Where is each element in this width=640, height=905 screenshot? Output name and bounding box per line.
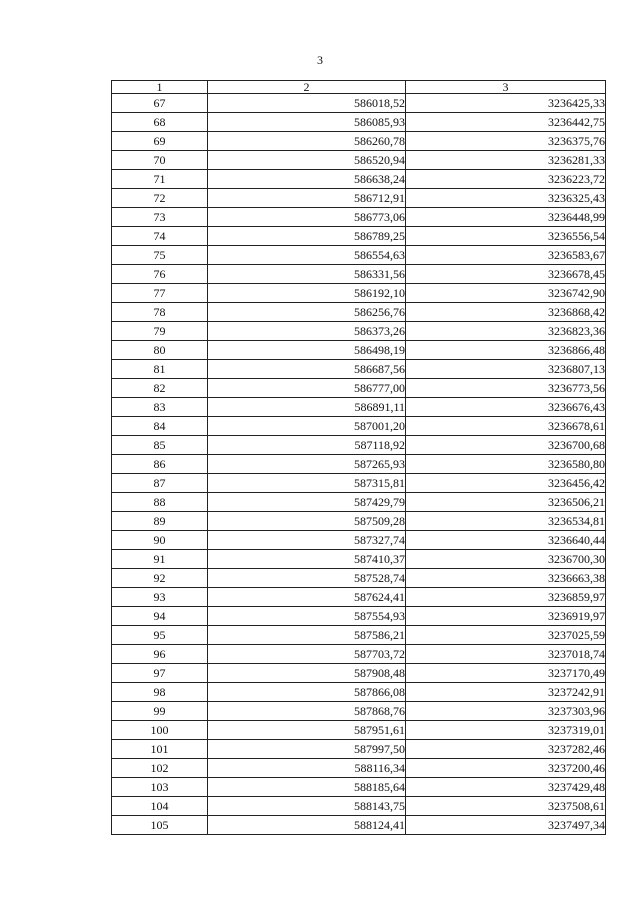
y-coordinate-cell: 3236742,90 bbox=[406, 284, 606, 303]
x-coordinate-cell: 586554,63 bbox=[208, 246, 406, 265]
y-coordinate-cell: 3236425,33 bbox=[406, 94, 606, 113]
table-row bbox=[112, 379, 606, 398]
point-number-cell: 85 bbox=[112, 436, 208, 455]
point-number-cell: 99 bbox=[112, 702, 208, 721]
point-number-cell: 79 bbox=[112, 322, 208, 341]
point-number-cell: 71 bbox=[112, 170, 208, 189]
y-coordinate-cell: 3236281,33 bbox=[406, 151, 606, 170]
table-row bbox=[112, 303, 606, 322]
column-header-x: 2 bbox=[208, 81, 406, 94]
point-number-cell: 73 bbox=[112, 208, 208, 227]
table-row bbox=[112, 398, 606, 417]
y-coordinate-cell: 3236866,48 bbox=[406, 341, 606, 360]
y-coordinate-cell: 3236640,44 bbox=[406, 531, 606, 550]
x-coordinate-cell: 586085,93 bbox=[208, 113, 406, 132]
x-coordinate-cell: 587118,92 bbox=[208, 436, 406, 455]
x-coordinate-cell: 586789,25 bbox=[208, 227, 406, 246]
x-coordinate-cell: 586712,91 bbox=[208, 189, 406, 208]
y-coordinate-cell: 3236868,42 bbox=[406, 303, 606, 322]
point-number-cell: 88 bbox=[112, 493, 208, 512]
point-number-cell: 84 bbox=[112, 417, 208, 436]
point-number-cell: 87 bbox=[112, 474, 208, 493]
point-number-cell: 80 bbox=[112, 341, 208, 360]
x-coordinate-cell: 588116,34 bbox=[208, 759, 406, 778]
y-coordinate-cell: 3237497,34 bbox=[406, 816, 606, 835]
y-coordinate-cell: 3236506,21 bbox=[406, 493, 606, 512]
table-row bbox=[112, 493, 606, 512]
table-row bbox=[112, 189, 606, 208]
table-row bbox=[112, 721, 606, 740]
y-coordinate-cell: 3236859,97 bbox=[406, 588, 606, 607]
point-number-cell: 97 bbox=[112, 664, 208, 683]
x-coordinate-cell: 586331,56 bbox=[208, 265, 406, 284]
x-coordinate-cell: 587315,81 bbox=[208, 474, 406, 493]
table-row bbox=[112, 455, 606, 474]
point-number-cell: 96 bbox=[112, 645, 208, 664]
y-coordinate-cell: 3237429,48 bbox=[406, 778, 606, 797]
y-coordinate-cell: 3236807,13 bbox=[406, 360, 606, 379]
y-coordinate-cell: 3237242,91 bbox=[406, 683, 606, 702]
table-row bbox=[112, 265, 606, 284]
point-number-cell: 105 bbox=[112, 816, 208, 835]
x-coordinate-cell: 586373,26 bbox=[208, 322, 406, 341]
y-coordinate-cell: 3237319,01 bbox=[406, 721, 606, 740]
table-row bbox=[112, 417, 606, 436]
table-row bbox=[112, 702, 606, 721]
point-number-cell: 90 bbox=[112, 531, 208, 550]
x-coordinate-cell: 588143,75 bbox=[208, 797, 406, 816]
x-coordinate-cell: 586256,76 bbox=[208, 303, 406, 322]
point-number-cell: 68 bbox=[112, 113, 208, 132]
x-coordinate-cell: 587554,93 bbox=[208, 607, 406, 626]
point-number-cell: 83 bbox=[112, 398, 208, 417]
y-coordinate-cell: 3236223,72 bbox=[406, 170, 606, 189]
table-row bbox=[112, 778, 606, 797]
x-coordinate-cell: 587528,74 bbox=[208, 569, 406, 588]
point-number-cell: 69 bbox=[112, 132, 208, 151]
table-row bbox=[112, 512, 606, 531]
x-coordinate-cell: 586891,11 bbox=[208, 398, 406, 417]
x-coordinate-cell: 586018,52 bbox=[208, 94, 406, 113]
x-coordinate-cell: 586773,06 bbox=[208, 208, 406, 227]
point-number-cell: 89 bbox=[112, 512, 208, 531]
x-coordinate-cell: 587509,28 bbox=[208, 512, 406, 531]
table-row bbox=[112, 531, 606, 550]
table-row bbox=[112, 797, 606, 816]
table-row bbox=[112, 474, 606, 493]
table-row bbox=[112, 569, 606, 588]
point-number-cell: 76 bbox=[112, 265, 208, 284]
y-coordinate-cell: 3237025,59 bbox=[406, 626, 606, 645]
y-coordinate-cell: 3236676,43 bbox=[406, 398, 606, 417]
table-header-row bbox=[112, 81, 606, 94]
y-coordinate-cell: 3237018,74 bbox=[406, 645, 606, 664]
table-row bbox=[112, 436, 606, 455]
point-number-cell: 75 bbox=[112, 246, 208, 265]
table-row bbox=[112, 227, 606, 246]
table-row bbox=[112, 284, 606, 303]
table-body bbox=[112, 94, 606, 835]
point-number-cell: 94 bbox=[112, 607, 208, 626]
point-number-cell: 82 bbox=[112, 379, 208, 398]
x-coordinate-cell: 587586,21 bbox=[208, 626, 406, 645]
y-coordinate-cell: 3236700,30 bbox=[406, 550, 606, 569]
point-number-cell: 95 bbox=[112, 626, 208, 645]
point-number-cell: 100 bbox=[112, 721, 208, 740]
coordinates-table bbox=[111, 80, 606, 835]
point-number-cell: 77 bbox=[112, 284, 208, 303]
x-coordinate-cell: 588124,41 bbox=[208, 816, 406, 835]
y-coordinate-cell: 3237170,49 bbox=[406, 664, 606, 683]
point-number-cell: 74 bbox=[112, 227, 208, 246]
y-coordinate-cell: 3237200,46 bbox=[406, 759, 606, 778]
table-row bbox=[112, 170, 606, 189]
point-number-cell: 91 bbox=[112, 550, 208, 569]
point-number-cell: 72 bbox=[112, 189, 208, 208]
x-coordinate-cell: 586192,10 bbox=[208, 284, 406, 303]
table-row bbox=[112, 759, 606, 778]
x-coordinate-cell: 586638,24 bbox=[208, 170, 406, 189]
table-row bbox=[112, 740, 606, 759]
y-coordinate-cell: 3236583,67 bbox=[406, 246, 606, 265]
table-row bbox=[112, 246, 606, 265]
y-coordinate-cell: 3236375,76 bbox=[406, 132, 606, 151]
x-coordinate-cell: 586260,78 bbox=[208, 132, 406, 151]
y-coordinate-cell: 3236580,80 bbox=[406, 455, 606, 474]
x-coordinate-cell: 587997,50 bbox=[208, 740, 406, 759]
y-coordinate-cell: 3237508,61 bbox=[406, 797, 606, 816]
x-coordinate-cell: 587624,41 bbox=[208, 588, 406, 607]
column-header-number: 1 bbox=[112, 81, 208, 94]
point-number-cell: 98 bbox=[112, 683, 208, 702]
y-coordinate-cell: 3236823,36 bbox=[406, 322, 606, 341]
table-row bbox=[112, 151, 606, 170]
y-coordinate-cell: 3236678,61 bbox=[406, 417, 606, 436]
column-header-y: 3 bbox=[406, 81, 606, 94]
point-number-cell: 81 bbox=[112, 360, 208, 379]
page-number: 3 bbox=[317, 53, 323, 67]
x-coordinate-cell: 586777,00 bbox=[208, 379, 406, 398]
table-row bbox=[112, 816, 606, 835]
table-row bbox=[112, 322, 606, 341]
table-row bbox=[112, 626, 606, 645]
point-number-cell: 92 bbox=[112, 569, 208, 588]
x-coordinate-cell: 587429,79 bbox=[208, 493, 406, 512]
y-coordinate-cell: 3236773,56 bbox=[406, 379, 606, 398]
x-coordinate-cell: 587703,72 bbox=[208, 645, 406, 664]
y-coordinate-cell: 3236556,54 bbox=[406, 227, 606, 246]
x-coordinate-cell: 587327,74 bbox=[208, 531, 406, 550]
table-row bbox=[112, 550, 606, 569]
y-coordinate-cell: 3237282,46 bbox=[406, 740, 606, 759]
y-coordinate-cell: 3236663,38 bbox=[406, 569, 606, 588]
point-number-cell: 101 bbox=[112, 740, 208, 759]
table-row bbox=[112, 607, 606, 626]
x-coordinate-cell: 588185,64 bbox=[208, 778, 406, 797]
point-number-cell: 102 bbox=[112, 759, 208, 778]
y-coordinate-cell: 3236700,68 bbox=[406, 436, 606, 455]
y-coordinate-cell: 3236678,45 bbox=[406, 265, 606, 284]
x-coordinate-cell: 586498,19 bbox=[208, 341, 406, 360]
table-row bbox=[112, 94, 606, 113]
x-coordinate-cell: 586687,56 bbox=[208, 360, 406, 379]
point-number-cell: 104 bbox=[112, 797, 208, 816]
point-number-cell: 70 bbox=[112, 151, 208, 170]
y-coordinate-cell: 3236325,43 bbox=[406, 189, 606, 208]
table-row bbox=[112, 664, 606, 683]
table-row bbox=[112, 360, 606, 379]
table-row bbox=[112, 132, 606, 151]
x-coordinate-cell: 587410,37 bbox=[208, 550, 406, 569]
point-number-cell: 93 bbox=[112, 588, 208, 607]
table-row bbox=[112, 588, 606, 607]
table-row bbox=[112, 341, 606, 360]
y-coordinate-cell: 3236442,75 bbox=[406, 113, 606, 132]
x-coordinate-cell: 587265,93 bbox=[208, 455, 406, 474]
x-coordinate-cell: 587001,20 bbox=[208, 417, 406, 436]
point-number-cell: 67 bbox=[112, 94, 208, 113]
point-number-cell: 78 bbox=[112, 303, 208, 322]
table-row bbox=[112, 113, 606, 132]
table-row bbox=[112, 683, 606, 702]
point-number-cell: 86 bbox=[112, 455, 208, 474]
y-coordinate-cell: 3236448,99 bbox=[406, 208, 606, 227]
x-coordinate-cell: 587951,61 bbox=[208, 721, 406, 740]
x-coordinate-cell: 587908,48 bbox=[208, 664, 406, 683]
table-row bbox=[112, 208, 606, 227]
x-coordinate-cell: 587866,08 bbox=[208, 683, 406, 702]
x-coordinate-cell: 587868,76 bbox=[208, 702, 406, 721]
y-coordinate-cell: 3236919,97 bbox=[406, 607, 606, 626]
x-coordinate-cell: 586520,94 bbox=[208, 151, 406, 170]
y-coordinate-cell: 3236456,42 bbox=[406, 474, 606, 493]
point-number-cell: 103 bbox=[112, 778, 208, 797]
y-coordinate-cell: 3236534,81 bbox=[406, 512, 606, 531]
y-coordinate-cell: 3237303,96 bbox=[406, 702, 606, 721]
table-row bbox=[112, 645, 606, 664]
